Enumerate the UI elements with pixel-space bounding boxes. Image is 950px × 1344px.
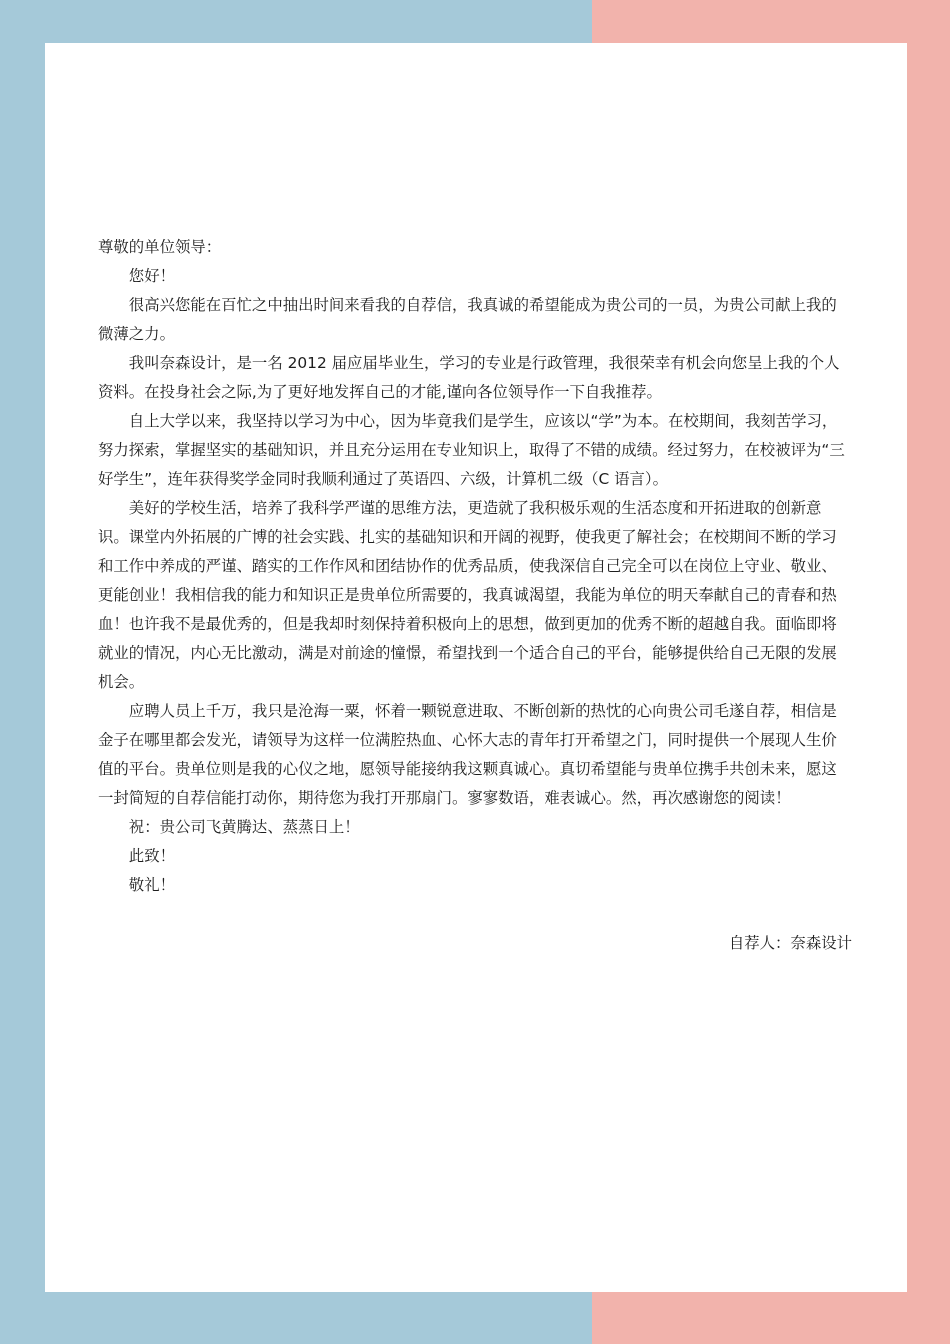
paragraph-conclusion: 应聘人员上千万，我只是沧海一粟，怀着一颗锐意进取、不断创新的热忱的心向贵公司毛遂自荐，相信是金子在哪里都会发光，请领导为这样一位满腔热血、心怀大志的青年打开希望之门，同时提供一个展现人生价值的平台。贵单位则是我的心仪之地，愿领导能接纳我这颗真诚心。真切希望能与贵单位携手共创未来，愿这一封简短的自荐信能打动你，期待您为我打开那扇门。寥寥数语，难表诚心。然，再次感谢您的阅读！	[98, 702, 837, 807]
greeting: 您好！	[128, 267, 175, 285]
paragraph-self-introduction: 我叫奈森设计，是一名 2012 届应届毕业生，学习的专业是行政管理，我很荣幸有机会向您呈上我的个人资料。在投身社会之际,为了更好地发挥自己的才能,谨向各位领导作一下自我推荐。	[98, 354, 840, 401]
paragraph-studies: 自上大学以来，我坚持以学习为中心，因为毕竟我们是学生，应该以“学”为本。在校期间，我刻苦学习，努力探索，掌握坚实的基础知识，并且充分运用在专业知识上，取得了不错的成绩。经过努力，在校被评为“三好学生”，连年获得奖学金同时我顺利通过了英语四、六级，计算机二级（C 语言）。	[98, 412, 845, 488]
paragraph-intro: 很高兴您能在百忙之中抽出时间来看我的自荐信，我真诚的希望能成为贵公司的一员，为贵公司献上我的微薄之力。	[98, 296, 837, 343]
cover-letter	[98, 233, 852, 958]
closing-line-2: 敬礼！	[128, 876, 175, 894]
salutation: 尊敬的单位领导：	[98, 238, 222, 256]
wish-line: 祝：贵公司飞黄腾达、蒸蒸日上！	[128, 818, 360, 836]
signature: 自荐人：奈森设计	[728, 934, 852, 952]
paragraph-school-life: 美好的学校生活，培养了我科学严谨的思维方法，更造就了我积极乐观的生活态度和开拓进取的创新意识。课堂内外拓展的广博的社会实践、扎实的基础知识和开阔的视野，使我更了解社会；在校期间不断的学习和工作中养成的严谨、踏实的工作作风和团结协作的优秀品质，使我深信自己完全可以在岗位上守业、敬业、更能创业！我相信我的能力和知识正是贵单位所需要的，我真诚渴望，我能为单位的明天奉献自己的青春和热血！也许我不是最优秀的，但是我却时刻保持着积极向上的思想，做到更加的优秀不断的超越自我。面临即将就业的情况，内心无比激动，满是对前途的憧憬，希望找到一个适合自己的平台，能够提供给自己无限的发展机会。	[98, 499, 837, 691]
closing-line-1: 此致！	[128, 847, 175, 865]
